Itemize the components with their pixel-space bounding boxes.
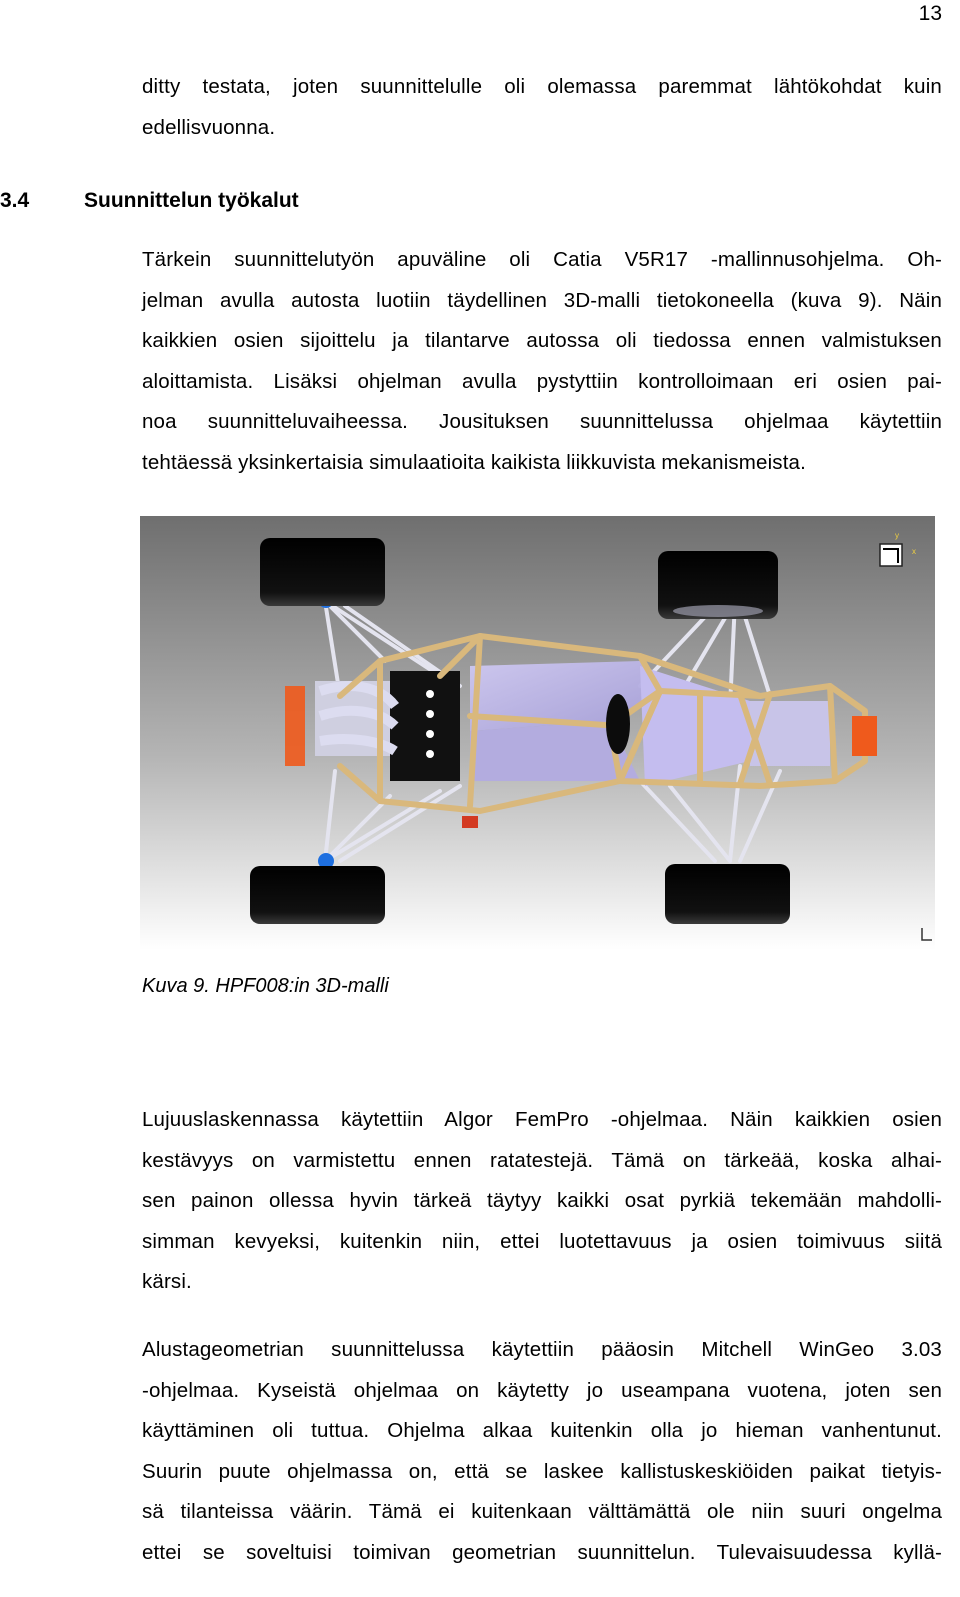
page-number: 13 [918, 2, 942, 25]
car-3d-model-figure [140, 516, 935, 950]
text-line: Alustageometrian suunnittelussa käytettiin pääosin Mitchell WinGeo 3.03 [142, 1338, 942, 1361]
section-number: 3.4 [0, 189, 30, 212]
text-line: kestävyys on varmistettu ennen ratatestejä. Tämä on tärkeää, koska alhai- [142, 1148, 942, 1172]
text-line: Suurin puute ohjelmassa on, että se laskee kallistuskeskiöiden paikat tietyis- [142, 1459, 942, 1483]
text-line: aloittamista. Lisäksi ohjelman avulla pystyttiin kontrolloimaan eri osien pai- [142, 369, 942, 393]
text-line: Tärkein suunnittelutyön apuväline oli Catia V5R17 -mallinnusohjelma. Oh- [142, 248, 942, 271]
text-line: kärsi. [142, 1270, 192, 1293]
paragraph-algor [142, 1100, 942, 1303]
text-line: edellisvuonna. [142, 115, 276, 139]
intro-paragraph [142, 67, 942, 148]
text-line: sä tilanteissa väärin. Tämä ei kuitenkaan välttämättä ole niin suuri ongelma [142, 1500, 942, 1523]
text-line: simman kevyeksi, kuitenkin niin, ettei luotettavuus ja osien toimivuus siitä [142, 1229, 942, 1253]
compass-x-label: x [912, 547, 916, 556]
text-line: Lujuuslaskennassa käytettiin Algor FemPro -ohjelmaa. Näin kaikkien osien [142, 1108, 942, 1131]
section-title: Suunnittelun työkalut [84, 189, 299, 212]
figure-caption: Kuva 9. HPF008:in 3D-malli [142, 975, 389, 997]
text-line: ettei se soveltuisi toimivan geometrian suunnittelun. Tulevaisuudessa kyllä- [142, 1540, 942, 1564]
text-line: -ohjelmaa. Kyseistä ohjelmaa on käytetty jo useampana vuotena, joten sen [142, 1378, 942, 1402]
paragraph-wingeo [142, 1330, 942, 1573]
text-line: jelman avulla autosta luotiin täydellinen 3D-malli tietokoneella (kuva 9). Näin [142, 288, 942, 312]
text-line: ditty testata, joten suunnittelulle oli olemassa paremmat lähtökohdat kuin [142, 75, 942, 98]
text-line: noa suunnitteluvaiheessa. Jousituksen suunnittelussa ohjelmaa käytettiin [142, 410, 942, 433]
text-line: sen painon ollessa hyvin tärkeä täytyy kaikki osat pyrkiä tekemään mahdolli- [142, 1189, 942, 1212]
compass-y-label: y [895, 531, 899, 540]
car-3d-model-render [140, 516, 935, 950]
text-line: tehtäessä yksinkertaisia simulaatioita kaikista liikkuvista mekanismeista. [142, 450, 806, 474]
paragraph-catia [142, 240, 942, 483]
text-line: käyttäminen oli tuttua. Ohjelma alkaa kuitenkin olla jo hieman vanhentunut. [142, 1419, 942, 1442]
text-line: kaikkien osien sijoittelu ja tilantarve autossa oli tiedossa ennen valmistuksen [142, 329, 942, 352]
